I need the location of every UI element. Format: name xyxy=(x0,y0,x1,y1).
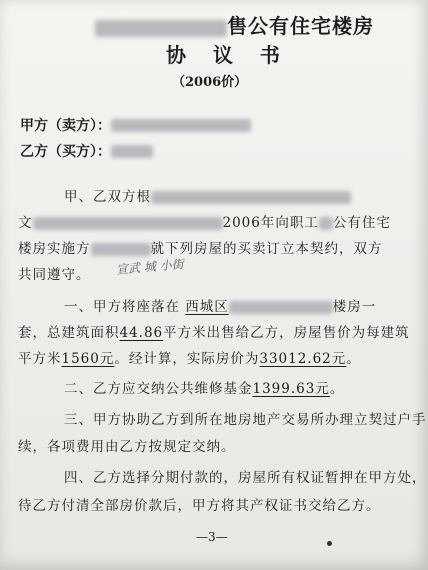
para1-line1: 甲、乙双方根 xyxy=(64,185,351,205)
redacted-seller-name xyxy=(95,20,227,37)
redacted-seller xyxy=(111,119,251,132)
clause3-line2: 续，各项费用由乙方按规定交纳。 xyxy=(18,439,236,455)
unit-price-value: 1560元 xyxy=(61,351,115,367)
document-title: 售公有住宅楼房 xyxy=(95,10,374,39)
price-year: （2006价） xyxy=(172,75,248,90)
clause1-line2: 套，总建筑面积44.86平方米出售给乙方，房屋售价为每建筑 xyxy=(18,325,410,341)
seller-label: 甲方（卖方）： xyxy=(20,118,111,134)
para1-line4: 共同遵守。 xyxy=(18,267,91,283)
redacted-address xyxy=(229,301,333,314)
clause2: 二、乙方应交纳公共维修基金1399.63元。 xyxy=(64,381,345,397)
clause4-line1: 四、乙方选择分期付款的，房屋所有权证暂押在甲方处， xyxy=(64,470,427,486)
total-price-value: 33012.62元 xyxy=(259,351,347,367)
buyer-label: 乙方（买方）： xyxy=(20,144,111,160)
clause1-line1: 一、甲方将座落在 西城区 楼房一 xyxy=(64,299,377,315)
clause1-line3: 平方米1560元。经计算，实际房价为33012.62元。 xyxy=(18,351,361,367)
maintenance-fund-value: 1399.63元 xyxy=(252,381,330,397)
buyer-line xyxy=(20,141,153,161)
para1-line3: 楼房实施方 就下列房屋的买卖订立本契约，双方 xyxy=(18,241,383,257)
district-value: 西城区 xyxy=(185,299,229,315)
para1-line2: 文 2006年向职工 公有住宅 xyxy=(18,215,391,231)
redacted-text xyxy=(33,217,223,230)
binder-hole xyxy=(327,541,332,546)
area-value: 44.86 xyxy=(119,325,164,341)
seller-line xyxy=(20,115,251,135)
handwritten-annotation: 宣武 城 小街 xyxy=(115,257,185,277)
clause3-line1: 三、甲方协助乙方到所在地房地产交易所办理立契过户手 xyxy=(64,412,427,428)
redacted-text xyxy=(91,243,151,256)
redacted-buyer xyxy=(111,145,153,158)
document-subtitle: 协 议 书 xyxy=(166,43,290,67)
redacted-text xyxy=(319,217,333,230)
redacted-text xyxy=(151,191,351,204)
clause4-line2: 待乙方付清全部房价款后，甲方将其产权证书交给乙方。 xyxy=(18,498,381,514)
page-number: —3— xyxy=(196,530,228,544)
